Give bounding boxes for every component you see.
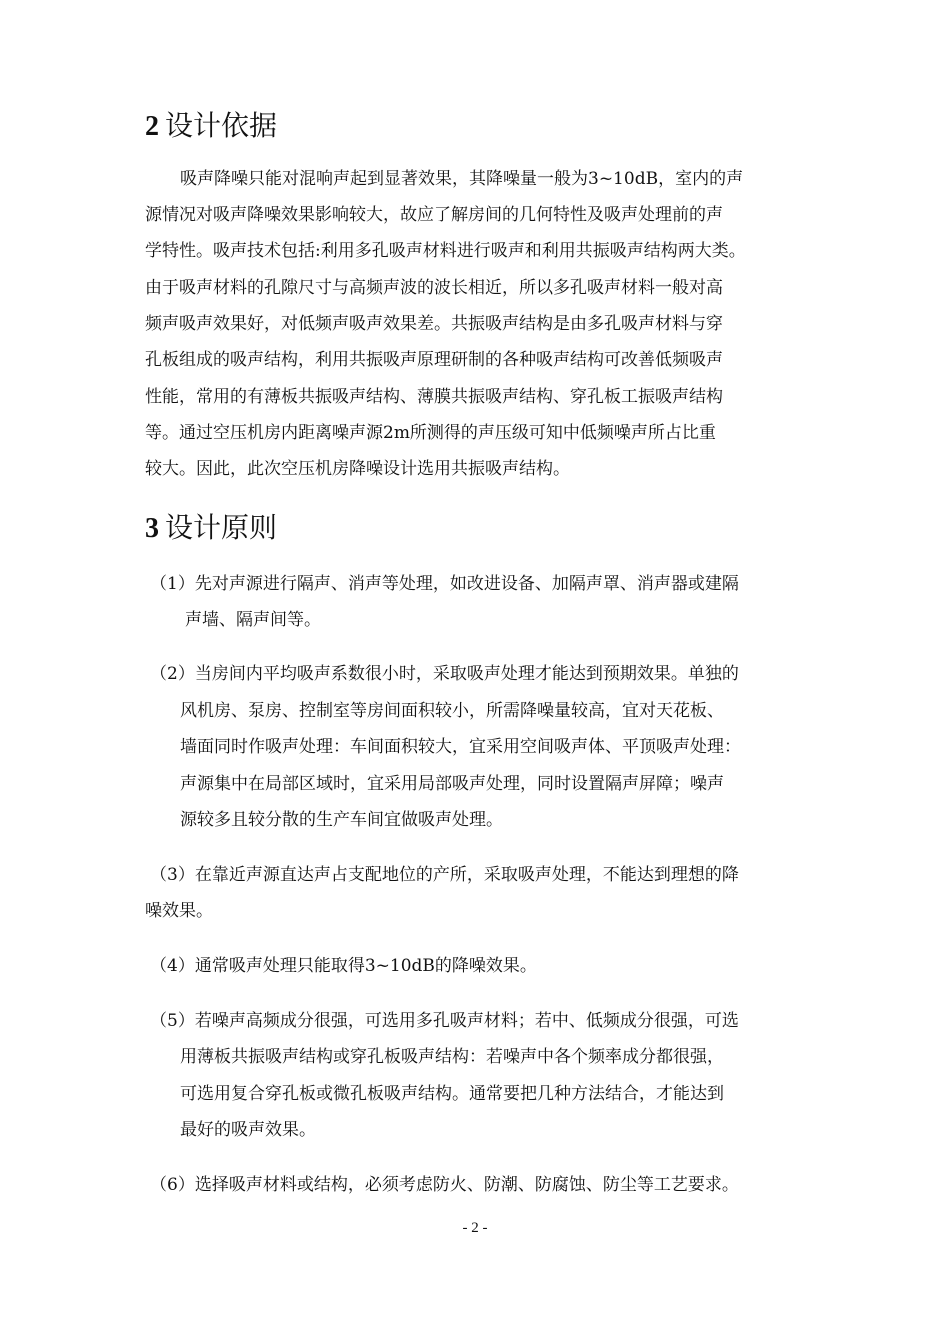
list-item-line: （5）若噪声高频成分很强，可选用多孔吸声材料；若中、低频成分很强，可选 [150,1011,739,1031]
list-item-line: 最好的吸声效果。 [180,1120,316,1140]
list-item-line: （6）选择吸声材料或结构，必须考虑防火、防潮、防腐蚀、防尘等工艺要求。 [150,1175,739,1195]
paragraph-line: 学特性。吸声技术包括:利用多孔吸声材料进行吸声和利用共振吸声结构两大类。 [145,241,746,261]
list-item-line: （3）在靠近声源直达声占支配地位的产所，采取吸声处理，不能达到理想的降 [150,865,739,885]
section-3-number: 3 [145,513,159,544]
section-3-title: 设计原则 [165,511,278,544]
list-item-line: 风机房、泵房、控制室等房间面积较小，所需降噪量较高，宜对天花板、 [180,701,724,721]
section-2-heading [145,108,277,145]
list-item-line: 声墙、隔声间等。 [185,610,321,630]
list-item-line: （1）先对声源进行隔声、消声等处理，如改进设备、加隔声罩、消声器或建隔 [150,574,739,594]
section-3-heading [145,510,277,547]
paragraph-line: 较大。因此，此次空压机房降噪设计选用共振吸声结构。 [145,459,570,479]
list-item-line: （4）通常吸声处理只能取得3~10dB的降噪效果。 [150,956,537,976]
list-item-line: 源较多且较分散的生产车间宜做吸声处理。 [180,810,503,830]
page-number: - 2 - [462,1220,488,1236]
list-item-line: 噪效果。 [145,901,213,921]
paragraph-line: 性能，常用的有薄板共振吸声结构、薄膜共振吸声结构、穿孔板工振吸声结构 [145,387,723,407]
paragraph-line: 频声吸声效果好，对低频声吸声效果差。共振吸声结构是由多孔吸声材料与穿 [145,314,723,334]
list-item-line: 墙面同时作吸声处理：车间面积较大，宜采用空间吸声体、平顶吸声处理： [180,737,741,757]
section-2-number: 2 [145,111,159,142]
list-item-line: 可选用复合穿孔板或微孔板吸声结构。通常要把几种方法结合，才能达到 [180,1084,724,1104]
list-item-line: 声源集中在局部区域时，宜采用局部吸声处理，同时设置隔声屏障；噪声 [180,774,724,794]
paragraph-line: 由于吸声材料的孔隙尺寸与高频声波的波长相近，所以多孔吸声材料一般对高 [145,278,723,298]
section-2-title: 设计依据 [165,109,278,142]
paragraph-line: 吸声降噪只能对混响声起到显著效果，其降噪量一般为3~10dB，室内的声 [180,169,744,189]
paragraph-line: 等。通过空压机房内距离噪声源2m所测得的声压级可知中低频噪声所占比重 [145,423,716,443]
list-item-line: 用薄板共振吸声结构或穿孔板吸声结构：若噪声中各个频率成分都很强， [180,1047,724,1067]
paragraph-line: 孔板组成的吸声结构，利用共振吸声原理研制的各种吸声结构可改善低频吸声 [145,350,723,370]
list-item-line: （2）当房间内平均吸声系数很小时，采取吸声处理才能达到预期效果。单独的 [150,664,739,684]
paragraph-line: 源情况对吸声降噪效果影响较大，故应了解房间的几何特性及吸声处理前的声 [145,205,723,225]
